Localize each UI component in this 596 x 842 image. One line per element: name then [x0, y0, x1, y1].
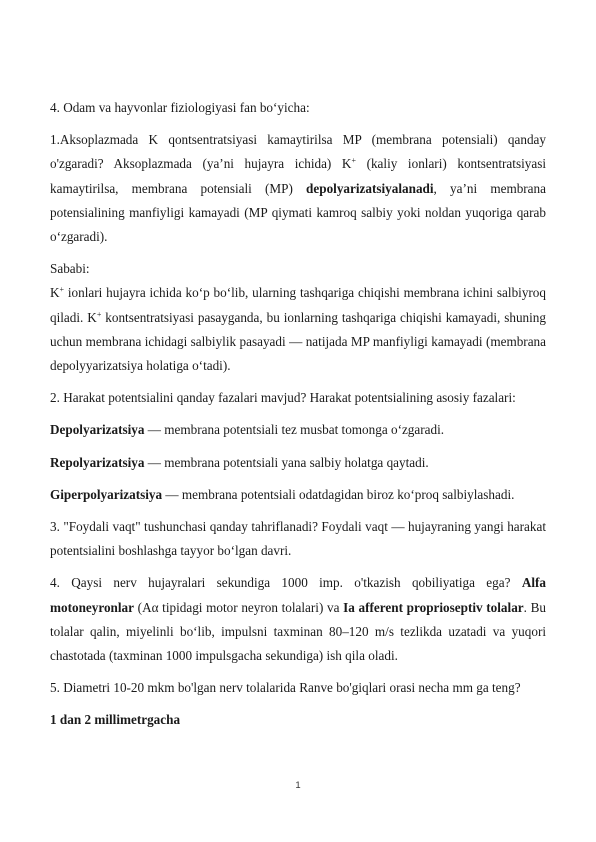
question-1: 1.Aksoplazmada K qontsentratsiyasi kamaytirilsa MP (membrana potensiali) qanday o'zgaradi? Aksoplazmada (ya’ni hujayra ichida) K+ (kaliy ionlari) kontsentratsiyasi kamaytirilsa, membrana potensiali (MP) depolyarizatsiyalanadi, ya’ni membrana potensialining manfiyligi kamayadi (MP qiymati kamroq salbiy yoki noldan yuqoriga qarab o‘zgaradi). [50, 132, 546, 245]
question-5: 5. Diametri 10-20 mkm bo'lgan nerv tolalarida Ranve bo'giqlari orasi necha mm ga teng? [50, 680, 521, 696]
question-4: 4. Qaysi nerv hujayralari sekundiga 1000 imp. o'tkazish qobiliyatiga ega? Alfa motoneyronlar (Aα tipidagi motor neyron tolalari) va Ia afferent proprioseptiv tolalar. Bu tolalar qalin, miyelinli bo‘lib, impulsni taxminan 80–120 m/s tezlikda uzatadi va yuqori chastotada (taxminan 1000 impulsgacha sekundiga) ish qila oladi. [50, 575, 547, 664]
section-heading: 4. Odam va hayvonlar fiziologiyasi fan bo‘yicha: [50, 100, 310, 115]
sababi-paragraph: K+ ionlari hujayra ichida ko‘p bo‘lib, ularning tashqariga chiqishi membrana ichini salbiyroq qiladi. K+ kontsentratsiyasi pasayganda, bu ionlarning tashqariga chiqishi kamayadi, shuning uchun membrana ichidagi salbiylik pasayadi — natijada MP manfiyligi kamayadi (membrana depolyyarizatsiya holatiga o‘tadi). [50, 285, 546, 374]
bold-term: depolyarizatsiyalanadi [306, 180, 434, 196]
phase-item: Repolyarizatsiya — membrana potentsiali yana salbiy holatga qaytadi. [50, 454, 429, 470]
phase-item: Giperpolyarizatsiya — membrana potentsiali odatdagidan biroz ko‘proq salbiylashadi. [50, 486, 515, 502]
page-number: 1 [295, 780, 301, 791]
sababi-label: Sababi: [50, 261, 90, 277]
answer-5: 1 dan 2 millimetrgacha [50, 712, 181, 728]
phase-item: Depolyarizatsiya — membrana potentsiali tez musbat tomonga o‘zgaradi. [50, 422, 445, 438]
question-2: 2. Harakat potentsialini qanday fazalari mavjud? Harakat potentsialining asosiy fazalari: [50, 390, 516, 406]
document-body [50, 96, 546, 733]
question-3: 3. "Foydali vaqt" tushunchasi qanday tahriflanadi? Foydali vaqt — hujayraning yangi harakat potentsialini boshlashga tayyor bo‘lgan davri. [50, 519, 546, 559]
